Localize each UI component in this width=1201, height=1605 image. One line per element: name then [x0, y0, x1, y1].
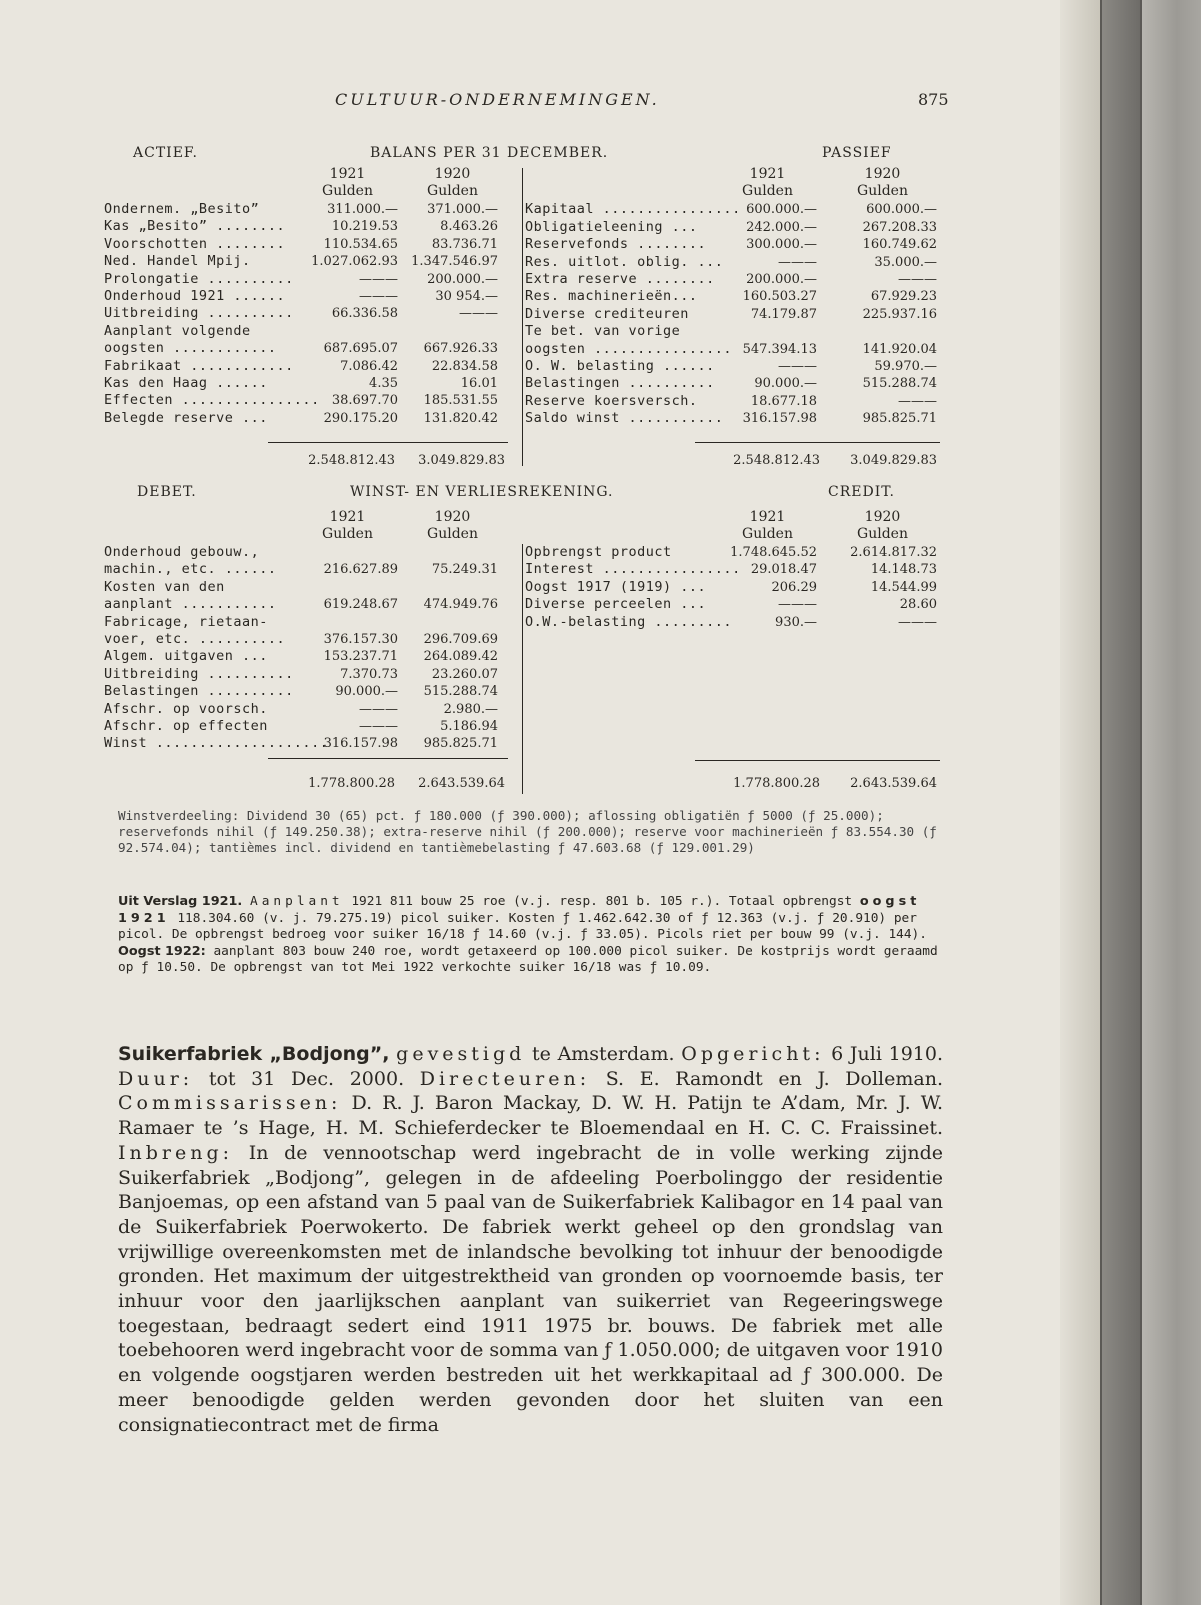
credit-total-1921: 1.778.800.28	[733, 776, 820, 791]
actief-1920-header: 1920 Gulden	[427, 166, 478, 200]
value-1920: 2.980.—	[443, 701, 498, 717]
value-1920: 28.60	[899, 597, 937, 613]
winst-divider	[522, 544, 523, 794]
value-1920: 16.01	[460, 375, 498, 391]
balans-heading: BALANS PER 31 DECEMBER.	[370, 145, 609, 161]
oogst-1921-label: oogst 1921	[118, 894, 921, 926]
value-1921: 18.677.18	[750, 393, 817, 409]
credit-1921-header: 1921 Gulden	[742, 509, 793, 543]
value-1921: 29.018.47	[750, 562, 817, 578]
table-row	[104, 544, 504, 561]
value-1921: 90.000.—	[335, 684, 398, 700]
value-1920: 264.089.42	[423, 649, 498, 665]
credit-table	[525, 544, 941, 631]
credit-total-rule	[695, 760, 940, 761]
value-1920: ———	[898, 393, 937, 409]
value-1920: 267.208.33	[862, 219, 937, 235]
value-1921: 290.175.20	[323, 410, 398, 426]
passief-table	[525, 184, 941, 427]
value-1920: ———	[459, 306, 498, 322]
value-1921: 300.000.—	[746, 237, 817, 253]
table-row	[104, 666, 504, 683]
balans-divider	[522, 168, 523, 466]
value-1920: 35.000.—	[874, 254, 937, 270]
table-row	[104, 271, 504, 288]
value-1920: 600.000.—	[866, 202, 937, 218]
opgericht-label: Opgericht:	[681, 1043, 825, 1065]
value-1920: 5.186.94	[440, 718, 498, 734]
row-label: Te bet. van vorige	[525, 323, 681, 340]
passief-total-1921: 2.548.812.43	[733, 453, 820, 468]
value-1920: 515.288.74	[862, 376, 937, 392]
value-1920: 59.970.—	[874, 358, 937, 374]
value-1921: 200.000.—	[746, 271, 817, 287]
table-row	[104, 323, 504, 340]
row-label: Fabricage, rietaan-	[104, 613, 268, 630]
row-label: Uitbreiding ..........	[104, 665, 294, 682]
value-1921: 74.179.87	[750, 306, 817, 322]
debet-total-rule	[268, 758, 508, 759]
table-row	[525, 596, 941, 613]
row-label: Diverse perceelen ...	[525, 596, 707, 613]
credit-1920-header: 1920 Gulden	[857, 509, 908, 543]
verslag-heading: Uit Verslag 1921.	[118, 894, 243, 909]
row-label: Res. uitlot. oblig. ...	[525, 253, 724, 270]
value-1921: 316.157.98	[323, 736, 398, 752]
value-1921: ———	[359, 718, 398, 734]
row-label: oogsten ............	[104, 340, 277, 357]
value-1921: 153.237.71	[323, 649, 398, 665]
table-row	[104, 648, 504, 665]
value-1920: 985.825.71	[862, 411, 937, 427]
aanplant-label: Aanplant	[250, 894, 344, 909]
company-entry: Suikerfabriek „Bodjong”, gevestigd te Amsterdam. Opgericht: 6 Juli 1910. Duur: tot 31 Dec. 2000. Directeuren: S. E. Ramondt en J. Dolleman. Commissarissen: D. R. J. Baron Mackay, D. W. H. Patijn te A’dam, Mr. J. W. Ramaer te ’s Hage, H. M. Schieferdecker te Bloemendaal en H. C. C. Fraissinet. Inbreng: In de vennootschap werd ingebracht de in volle werking zijnde Suikerfabriek „Bodjong”, gelegen in de afdeeling Poerbolinggo der residentie Banjoemas, op een afstand van 5 paal van de Suikerfabriek Kalibagor en 14 paal van de Suikerfabriek Poerwokerto. De fabriek werkt geheel op den grondslag van vrijwillige overeenkomsten met de inlandsche bevolking tot inhuur der benoodigde gronden. Het maximum der uitgestrektheid van gronden op voornoemde basis, ter inhuur voor den jaarlijkschen aanplant van suikerriet van Regeeringswege toegestaan, bedraagt sedert eind 1911 1975 br. bouws. De fabriek met alle toebehooren werd ingebracht voor de somma van ƒ 1.050.000; de uitgaven voor 1910 en volgende oogstjaren werden bestreden uit het werkkapitaal ad ƒ 300.000. De meer benoodigde gelden werden gevonden door het sluiten van een consignatiecontract met de firma	[118, 1043, 943, 1436]
actief-total-rule	[268, 442, 508, 443]
value-1921: 1.027.062.93	[311, 254, 398, 270]
value-1920: 75.249.31	[431, 562, 498, 578]
row-label: Onderhoud gebouw.,	[104, 544, 260, 560]
table-row	[104, 305, 504, 322]
table-row	[104, 288, 504, 305]
value-1921: 66.336.58	[331, 306, 398, 322]
value-1921: 600.000.—	[746, 202, 817, 218]
row-label: Opbrengst product	[525, 544, 672, 560]
value-1920: 985.825.71	[423, 736, 498, 752]
value-1921: ———	[778, 254, 817, 270]
credit-heading: CREDIT.	[828, 484, 895, 500]
table-row	[104, 392, 504, 409]
row-label: Kosten van den	[104, 578, 225, 595]
credit-total-1920: 2.643.539.64	[850, 776, 937, 791]
row-label: Extra reserve ........	[525, 270, 715, 287]
debet-1921-header: 1921 Gulden	[322, 509, 373, 543]
passief-heading: PASSIEF	[822, 145, 892, 161]
value-1920: 200.000.—	[427, 271, 498, 287]
company-name: Suikerfabriek „Bodjong”,	[118, 1043, 390, 1065]
table-row	[525, 561, 941, 578]
row-label: Oogst 1917 (1919) ...	[525, 578, 707, 595]
table-row	[104, 375, 504, 392]
oogst-1922-label: Oogst 1922:	[118, 943, 206, 959]
value-1920: 185.531.55	[423, 393, 498, 409]
value-1920: 371.000.—	[427, 202, 498, 217]
actief-total-1921: 2.548.812.43	[308, 453, 395, 468]
table-row	[525, 341, 941, 358]
value-1920: ———	[898, 614, 937, 630]
value-1920: 23.260.07	[431, 666, 498, 682]
table-row	[104, 735, 504, 752]
table-row	[104, 614, 504, 631]
winst-heading: WINST- EN VERLIESREKENING.	[350, 484, 614, 500]
table-row	[104, 718, 504, 735]
table-row	[104, 410, 504, 427]
table-row	[104, 561, 504, 578]
row-label: Afschr. op voorsch.	[104, 700, 268, 717]
row-label: Belastingen ..........	[104, 683, 294, 700]
row-label: Voorschotten ........	[104, 235, 286, 252]
row-label: Ned. Handel Mpij.	[104, 253, 251, 270]
table-row	[525, 393, 941, 410]
value-1921: ———	[359, 271, 398, 287]
commissarissen-label: Commissarissen:	[118, 1092, 342, 1115]
value-1921: ———	[359, 288, 398, 304]
value-1920: 14.544.99	[870, 579, 937, 595]
value-1920: 141.920.04	[862, 341, 937, 357]
row-label: O. W. belasting ......	[525, 357, 715, 374]
value-1921: 7.370.73	[340, 666, 398, 682]
row-label: Res. machinerieën...	[525, 288, 698, 305]
table-row	[525, 544, 941, 561]
table-row	[525, 358, 941, 375]
inbreng-label: Inbreng:	[118, 1141, 234, 1164]
value-1921: 619.248.67	[323, 597, 398, 613]
value-1921: 160.503.27	[742, 289, 817, 305]
table-row	[104, 631, 504, 648]
row-label: Uitbreiding ..........	[104, 305, 294, 322]
value-1920: 83.736.71	[431, 236, 498, 252]
running-title: CULTUUR-ONDERNEMINGEN.	[335, 90, 660, 109]
row-label: Obligatieleening ...	[525, 218, 698, 235]
book-spine-shadow	[1100, 0, 1140, 1605]
winstverdeeling-note: Winstverdeeling: Dividend 30 (65) pct. ƒ 180.000 (ƒ 390.000); aflossing obligatiën ƒ 5000 (ƒ 25.000); reservefonds nihil (ƒ 149.250.38); extra-reserve nihil (ƒ 200.000); reserve voor machinerieën ƒ 83.554.30 (ƒ 92.574.04); tantièmes incl. dividend en tantièmebelasting ƒ 47.603.68 (ƒ 129.001.29)	[118, 808, 937, 855]
row-label: Aanplant volgende	[104, 322, 251, 339]
table-row	[525, 184, 941, 201]
passief-total-1920: 3.049.829.83	[850, 453, 937, 468]
value-1921: 242.000.—	[746, 219, 817, 235]
table-row	[525, 306, 941, 323]
table-row	[104, 701, 504, 718]
value-1920: ———	[898, 271, 937, 287]
table-row	[104, 218, 504, 235]
table-row	[525, 236, 941, 253]
row-label: Algem. uitgaven ...	[104, 648, 268, 665]
value-1920: 8.463.26	[440, 219, 498, 235]
row-label: Reserve koersversch.	[525, 392, 698, 409]
value-1921: 311.000.—	[327, 202, 398, 217]
page-gutter	[1060, 0, 1100, 1605]
table-row	[104, 596, 504, 613]
table-row	[525, 410, 941, 427]
value-1921: ———	[778, 358, 817, 374]
value-1920: 67.929.23	[870, 289, 937, 305]
passief-1921-header: 1921 Gulden	[742, 166, 793, 200]
table-row	[525, 614, 941, 631]
row-label: Prolongatie ..........	[104, 270, 294, 287]
row-label: oogsten ................	[525, 340, 733, 357]
table-row	[525, 271, 941, 288]
value-1920: 667.926.33	[423, 341, 498, 357]
row-label: Kapitaal ................	[525, 201, 741, 218]
table-row	[104, 358, 504, 375]
row-label: Winst ....................	[104, 735, 329, 752]
row-label: Kas „Besito” ........	[104, 218, 286, 235]
table-row	[104, 683, 504, 700]
row-label: Belastingen ..........	[525, 375, 715, 392]
debet-total-1920: 2.643.539.64	[418, 776, 505, 791]
actief-1921-header: 1921 Gulden	[322, 166, 373, 200]
debet-heading: DEBET.	[137, 484, 197, 500]
passief-total-rule	[695, 442, 940, 443]
value-1920: 131.820.42	[423, 410, 498, 426]
row-label: machin., etc. ......	[104, 561, 277, 578]
value-1921: 10.219.53	[331, 219, 398, 235]
duur-label: Duur:	[118, 1067, 194, 1090]
value-1921: ———	[359, 701, 398, 717]
value-1921: 206.29	[771, 579, 817, 595]
actief-heading: ACTIEF.	[133, 145, 198, 161]
passief-1920-header: 1920 Gulden	[857, 166, 908, 200]
directeuren-label: Directeuren:	[419, 1067, 591, 1090]
row-label: Afschr. op effecten	[104, 717, 268, 734]
value-1920: 296.709.69	[423, 631, 498, 647]
value-1920: 2.614.817.32	[850, 545, 937, 560]
value-1920: 515.288.74	[423, 684, 498, 700]
value-1921: 38.697.70	[331, 393, 398, 409]
row-label: aanplant ...........	[104, 596, 277, 613]
value-1921: 90.000.—	[754, 376, 817, 392]
value-1921: 687.695.07	[323, 341, 398, 357]
row-label: Saldo winst ...........	[525, 410, 724, 427]
row-label: Effecten ................	[104, 392, 320, 409]
table-row	[525, 219, 941, 236]
table-row	[525, 288, 941, 305]
edge-line	[1100, 0, 1102, 1605]
row-label: Fabrikaat ............	[104, 357, 294, 374]
page-number: 875	[918, 90, 949, 109]
value-1921: 316.157.98	[742, 411, 817, 427]
table-row	[525, 201, 941, 218]
value-1920: 1.347.546.97	[411, 254, 498, 270]
debet-table	[104, 544, 504, 753]
value-1921: 1.748.645.52	[730, 545, 817, 560]
value-1920: 160.749.62	[862, 237, 937, 253]
row-label: Diverse crediteuren	[525, 305, 689, 322]
table-row	[104, 579, 504, 596]
table-row	[104, 236, 504, 253]
value-1920: 14.148.73	[870, 562, 937, 578]
value-1920: 225.937.16	[862, 306, 937, 322]
value-1920: 22.834.58	[431, 358, 498, 374]
row-label: Kas den Haag ......	[104, 374, 268, 391]
value-1921: 110.534.65	[323, 236, 398, 252]
value-1921: 4.35	[369, 375, 398, 391]
actief-total-1920: 3.049.829.83	[418, 453, 505, 468]
row-label: Onderhoud 1921 ......	[104, 287, 286, 304]
row-label: Ondernem. „Besito”	[104, 201, 260, 217]
table-row	[525, 323, 941, 340]
table-row	[104, 201, 504, 218]
value-1921: ———	[778, 597, 817, 613]
value-1920: 474.949.76	[423, 597, 498, 613]
value-1921: 7.086.42	[340, 358, 398, 374]
book-edge	[1140, 0, 1201, 1605]
table-row	[525, 254, 941, 271]
row-label: O.W.-belasting .........	[525, 613, 733, 630]
value-1920: 30 954.—	[435, 288, 498, 304]
row-label: voer, etc. ..........	[104, 630, 286, 647]
edge-line	[1140, 0, 1142, 1605]
debet-total-1921: 1.778.800.28	[308, 776, 395, 791]
row-label: Belegde reserve ...	[104, 409, 268, 426]
debet-1920-header: 1920 Gulden	[427, 509, 478, 543]
value-1921: 547.394.13	[742, 341, 817, 357]
table-row	[525, 579, 941, 596]
table-row	[104, 253, 504, 270]
actief-table	[104, 201, 504, 427]
row-label: Reservefonds ........	[525, 236, 707, 253]
row-label: Interest ................	[525, 561, 741, 578]
value-1921: 930.—	[775, 614, 817, 630]
value-1921: 376.157.30	[323, 631, 398, 647]
value-1921: 216.627.89	[323, 562, 398, 578]
table-row	[104, 340, 504, 357]
verslag-paragraph: Uit Verslag 1921. Aanplant 1921 811 bouw 25 roe (v.j. resp. 801 b. 105 r.). Totaal opbrengst oogst 1921 118.304.60 (v. j. 79.275.19) picol suiker. Kosten ƒ 1.462.642.30 of ƒ 12.363 (v.j. ƒ 20.910) per picol. De opbrengst bedroeg voor suiker 16/18 ƒ 14.60 (v.j. ƒ 33.05). Picols riet per bouw 99 (v.j. 144). Oogst 1922: aanplant 803 bouw 240 roe, wordt getaxeerd op 100.000 picol suiker. De kostprijs wordt geraamd op ƒ 10.50. De opbrengst van tot Mei 1922 verkochte suiker 16/18 was ƒ 10.09.	[118, 894, 938, 975]
table-row	[525, 375, 941, 392]
